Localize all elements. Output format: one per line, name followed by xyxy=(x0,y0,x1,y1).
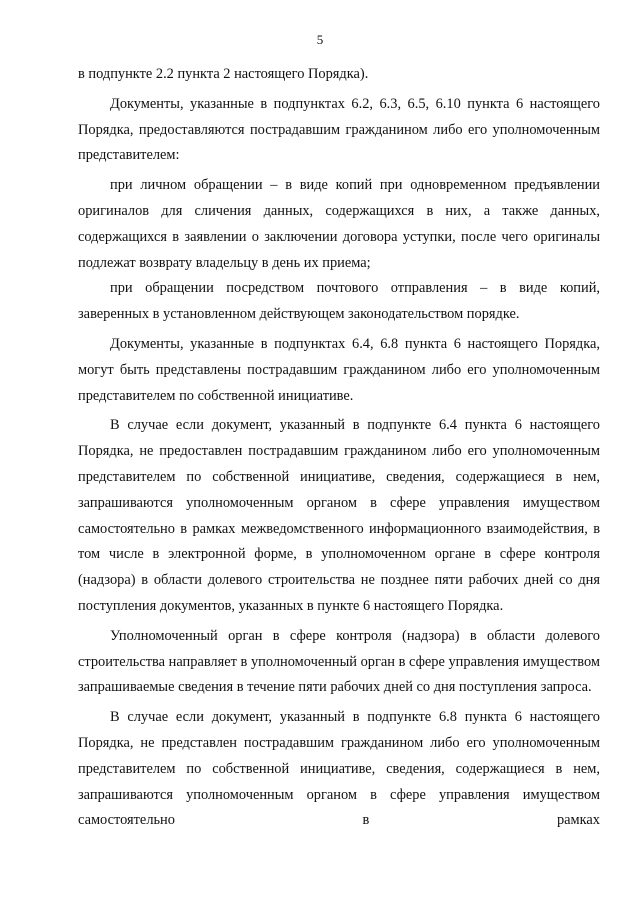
paragraph-control-authority: Уполномоченный орган в сфере контроля (надзора) в области долевого строительства направляет в уполномоченный орган в сфере управления имуществом запрашиваемые сведения в течение пяти рабочих дней со дня поступления запроса. xyxy=(78,627,600,696)
paragraph-document-6-4: В случае если документ, указанный в подпункте 6.4 пункта 6 настоящего Порядка, не предоставлен пострадавшим гражданином либо его уполномоченным представителем по собственной инициативе, сведения, содержащиеся в нем, запрашиваются уполномоченным органом в сфере управления имуществом самостоятельно в рамках межведомственного информационного взаимодействия, в том числе в электронной форме, в уполномоченном органе в сфере контроля (надзора) в области долевого строительства не позднее пяти рабочих дней со дня поступления документов, указанных в пункте 6 настоящего Порядка. xyxy=(78,417,600,614)
paragraph-own-initiative: Документы, указанные в подпунктах 6.4, 6.8 пункта 6 настоящего Порядка, могут быть представлены пострадавшим гражданином либо его уполномоченным представителем по собственной инициативе. xyxy=(78,335,600,404)
paragraph-document-6-8: В случае если документ, указанный в подпункте 6.8 пункта 6 настоящего Порядка, не представлен пострадавшим гражданином либо его уполномоченным представителем по собственной инициативе, сведения, содержащиеся в нем, запрашиваются уполномоченным органом в сфере управления имуществом самостоятельно в рамках xyxy=(78,709,600,829)
paragraph-personal-appeal: при личном обращении – в виде копий при одновременном предъявлении оригиналов для сличения данных, содержащихся в них, а также данных, содержащихся в заявлении о заключении договора уступки, после чего оригиналы подлежат возврату владельцу в день их приема; xyxy=(78,177,600,271)
page-number: 5 xyxy=(316,32,324,47)
paragraph-continuation: в подпункте 2.2 пункта 2 настоящего Порядка). xyxy=(78,66,369,82)
paragraph-documents-submission: Документы, указанные в подпунктах 6.2, 6.3, 6.5, 6.10 пункта 6 настоящего Порядка, предоставляются пострадавшим гражданином либо его уполномоченным представителем: xyxy=(78,95,600,164)
document-body xyxy=(78,62,600,834)
paragraph-postal-appeal: при обращении посредством почтового отправления – в виде копий, заверенных в установленном действующем законодательством порядке. xyxy=(78,280,600,323)
